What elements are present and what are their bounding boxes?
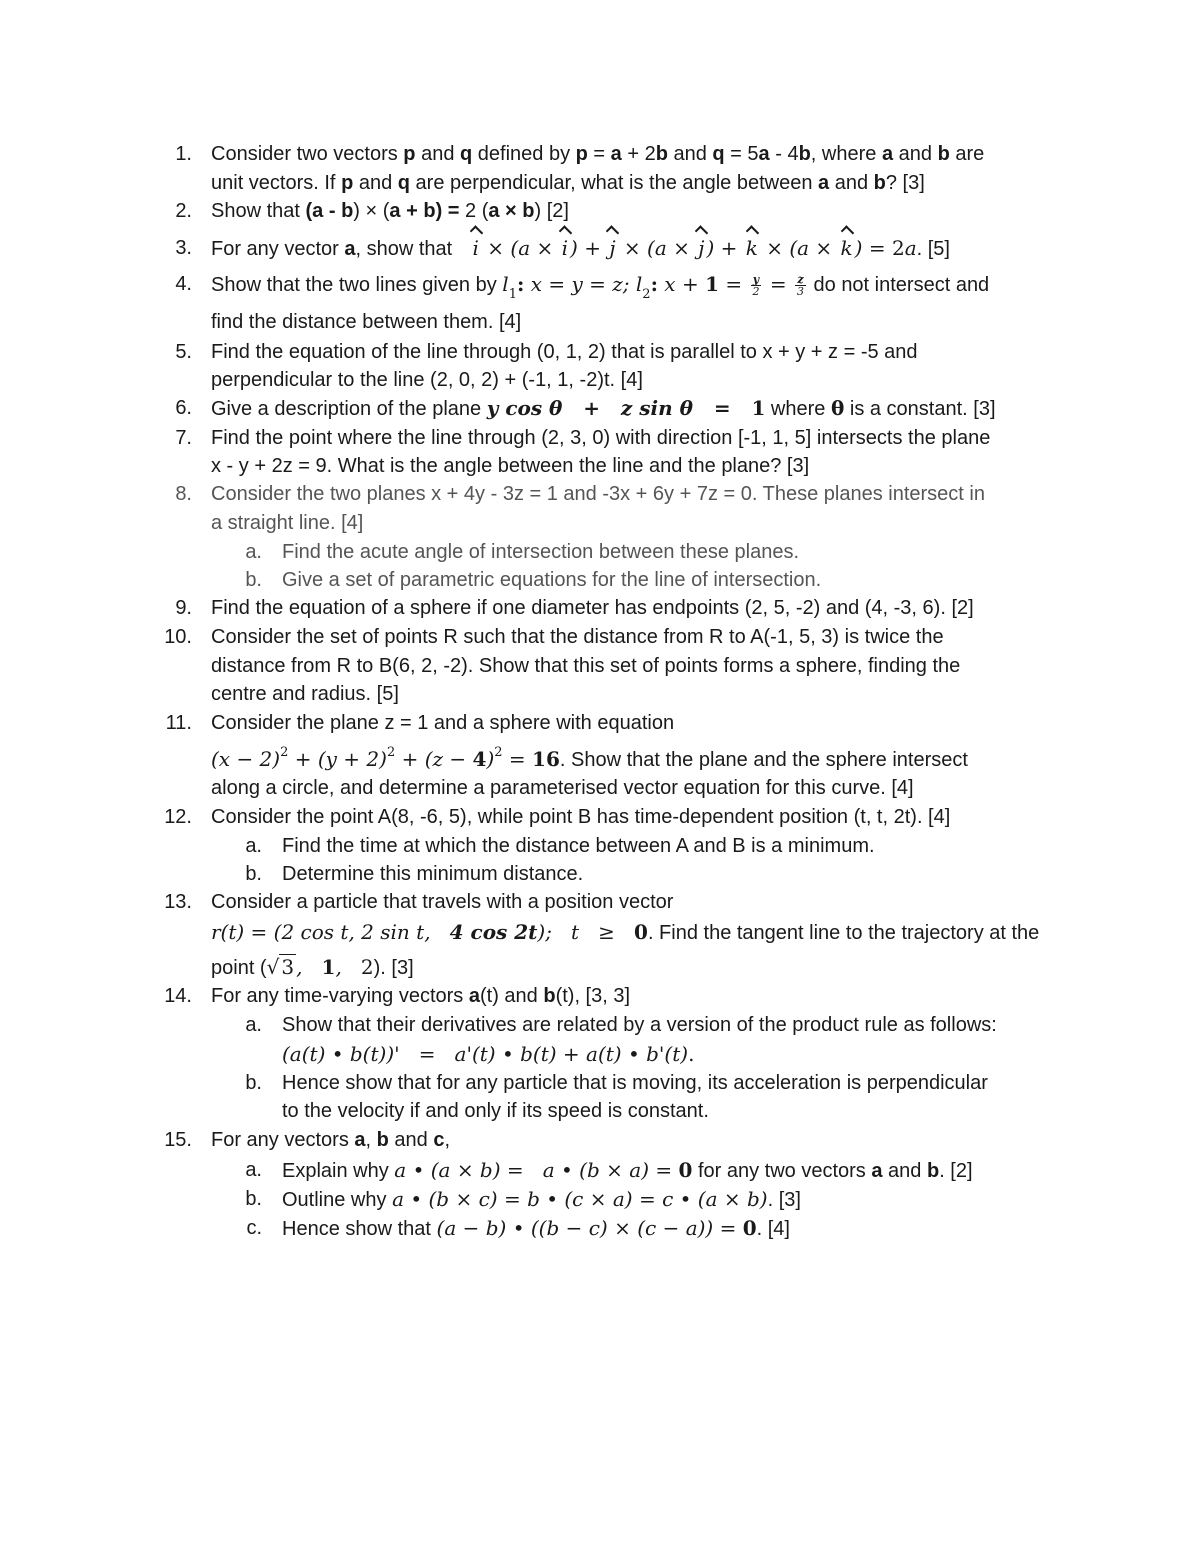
question-number-6: 6.: [175, 397, 192, 419]
vector-identity-equation: i × (a × i ) + j × (a × j ) + k × (a × k ) = 2a: [472, 236, 917, 260]
question-11-line-3: along a circle, and determine a parameterised vector equation for this curve. [4]: [211, 777, 914, 799]
question-number-7: 7.: [175, 427, 192, 449]
question-14a-equation: (a(t) • b(t))' = a'(t) • b(t) + a(t) • b'(t).: [282, 1042, 695, 1066]
question-number-10: 10.: [164, 626, 192, 648]
question-13-line-2: r(t) = (2 cos t, 2 sin t, 4 cos 2t); t ≥ 0. Find the tangent line to the trajectory at the: [211, 920, 1040, 944]
question-6-line: Give a description of the plane y cos θ + z sin θ = 1 where θ is a constant. [3]: [211, 396, 996, 420]
question-number-5: 5.: [175, 341, 192, 363]
question-15b-text: Outline why a • (b × c) = b • (c × a) = c • (a × b). [3]: [282, 1187, 801, 1211]
question-number-13: 13.: [164, 891, 192, 913]
question-number-8: 8.: [175, 483, 192, 505]
question-8a-label: a.: [245, 541, 262, 563]
question-number-3: 3.: [175, 237, 192, 259]
question-14a-label: a.: [245, 1014, 262, 1036]
question-12b-text: Determine this minimum distance.: [282, 863, 584, 885]
question-15c-label: c.: [246, 1217, 262, 1239]
question-4-line-1: Show that the two lines given by $l_1$: x = y = z; $l_2$: x + 1 = $\frac{y}{2}$ = $\frac{z}{3}$ do not intersect and: [211, 272, 990, 302]
plane-equation: y cos θ + z sin θ = 1: [486, 396, 766, 420]
question-8b-text: Give a set of parametric equations for the line of intersection.: [282, 569, 822, 591]
position-vector-equation: r(t) = (2 cos t, 2 sin t, 4 cos 2t); t ≥ 0: [211, 920, 648, 944]
question-15b-label: b.: [245, 1188, 262, 1210]
question-11-line-1: Consider the plane z = 1 and a sphere with equation: [211, 712, 675, 734]
question-12a-text: Find the time at which the distance between A and B is a minimum.: [282, 835, 875, 857]
question-11-line-2: $(x - 2)^2 + (y + 2)^2 + (z - 4)^2 = 16$. Show that the plane and the sphere intersect: [211, 745, 968, 771]
question-8-line-1: Consider the two planes x + 4y - 3z = 1 and -3x + 6y + 7z = 0. These planes intersect in: [211, 483, 985, 505]
sphere-equation: $(x - 2)^2 + (y + 2)^2 + (z - 4)^2 = 16$: [211, 745, 560, 771]
question-3-line: For any vector a, show that i × (a × i ) + j × (a × j ) + k × (a × k ) = 2a. [5]: [211, 236, 950, 260]
question-10-line-3: centre and radius. [5]: [211, 683, 399, 705]
question-4-line-2: find the distance between them. [4]: [211, 311, 522, 333]
question-12b-label: b.: [245, 863, 262, 885]
question-12-line-1: Consider the point A(8, -6, 5), while point B has time-dependent position (t, t, 2t). [4]: [211, 806, 951, 828]
question-13-line-1: Consider a particle that travels with a position vector: [211, 891, 674, 913]
question-5-line-1: Find the equation of the line through (0, 1, 2) that is parallel to x + y + z = -5 and: [211, 341, 918, 363]
question-1-line-2: unit vectors. If p and q are perpendicular, what is the angle between a and b? [3]: [211, 172, 925, 194]
question-number-15: 15.: [164, 1129, 192, 1151]
question-number-1: 1.: [175, 143, 192, 165]
question-number-9: 9.: [175, 597, 192, 619]
question-15a-label: a.: [245, 1159, 262, 1181]
question-7-line-1: Find the point where the line through (2, 3, 0) with direction [-1, 1, 5] intersects the plane: [211, 427, 991, 449]
question-number-4: 4.: [175, 273, 192, 295]
question-14b-text-2: to the velocity if and only if its speed is constant.: [282, 1100, 709, 1122]
question-5-line-2: perpendicular to the line (2, 0, 2) + (-1, 1, -2)t. [4]: [211, 369, 643, 391]
question-8b-label: b.: [245, 569, 262, 591]
question-12a-label: a.: [245, 835, 262, 857]
question-14b-text-1: Hence show that for any particle that is moving, its acceleration is perpendicular: [282, 1072, 988, 1094]
question-15-line-1: For any vectors a, b and c,: [211, 1129, 451, 1151]
question-10-line-1: Consider the set of points R such that the distance from R to A(-1, 5, 3) is twice the: [211, 626, 944, 648]
question-number-2: 2.: [175, 200, 192, 222]
tangent-point: √ 3 , 1, 2: [266, 955, 374, 979]
question-14-line-1: For any time-varying vectors a(t) and b(t), [3, 3]: [211, 985, 631, 1007]
question-15c-text: Hence show that (a − b) • ((b − c) × (c − a)) = 0. [4]: [282, 1216, 790, 1240]
question-2-line: Show that (a - b) × (a + b) = 2 (a × b) [2]: [211, 200, 569, 222]
question-1-line-1: Consider two vectors p and q defined by p = a + 2b and q = 5a - 4b, where a and b are: [211, 143, 985, 165]
question-7-line-2: x - y + 2z = 9. What is the angle between the line and the plane? [3]: [211, 455, 810, 477]
question-13-line-3: point (√ 3 , 1, 2). [3]: [211, 955, 414, 979]
question-number-12: 12.: [164, 806, 192, 828]
question-10-line-2: distance from R to B(6, 2, -2). Show that this set of points forms a sphere, finding the: [211, 655, 961, 677]
question-8-line-2: a straight line. [4]: [211, 512, 364, 534]
question-14b-label: b.: [245, 1072, 262, 1094]
lines-equation: $l_1$: x = y = z; $l_2$: x + 1 = $\frac{y}{2}$ = $\frac{z}{3}$: [502, 272, 804, 302]
question-number-14: 14.: [164, 985, 192, 1007]
question-8a-text: Find the acute angle of intersection between these planes.: [282, 541, 800, 563]
question-number-11: 11.: [165, 712, 192, 734]
question-9-line: Find the equation of a sphere if one diameter has endpoints (2, 5, -2) and (4, -3, 6). [2]: [211, 597, 974, 619]
question-15a-text: Explain why a • (a × b) = a • (b × a) = 0 for any two vectors a and b. [2]: [282, 1158, 973, 1182]
question-14a-text: Show that their derivatives are related by a version of the product rule as follows:: [282, 1014, 997, 1036]
